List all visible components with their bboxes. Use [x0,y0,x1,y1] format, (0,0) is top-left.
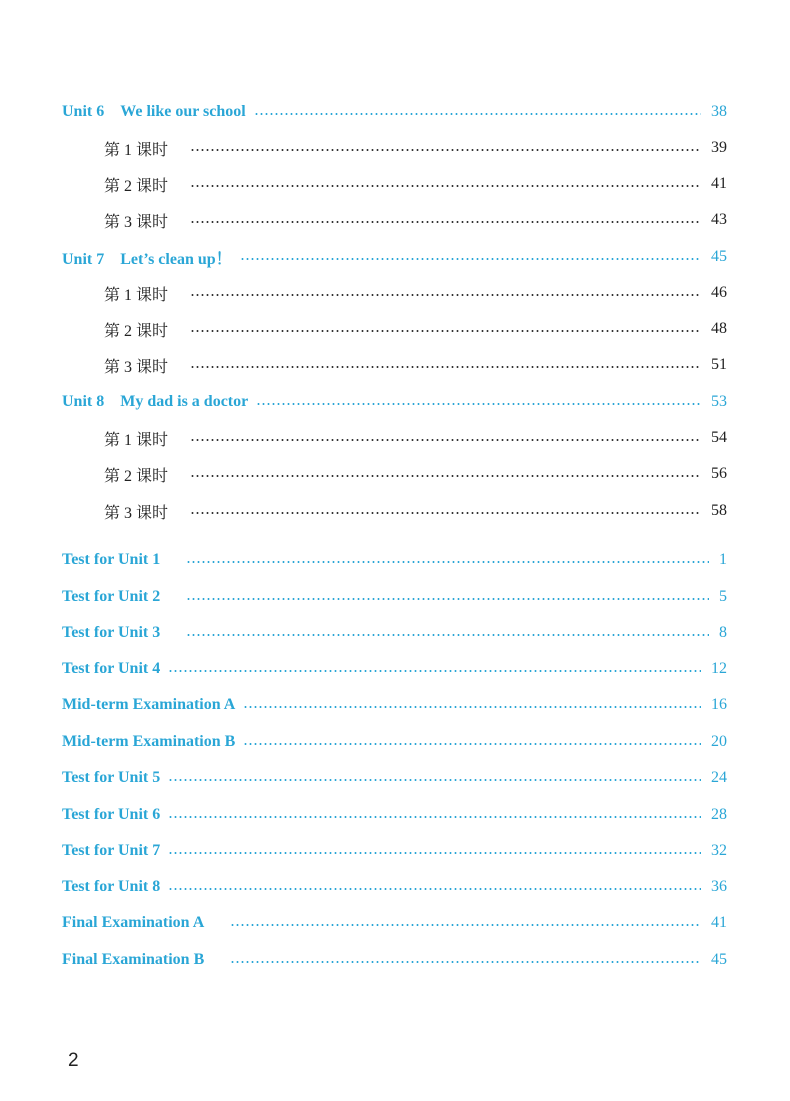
toc-lesson-8-1[interactable] [104,425,727,451]
dot-leader [230,961,701,963]
toc-lesson-6-2[interactable] [104,171,727,197]
dot-leader [168,888,701,890]
toc-final-a[interactable] [62,910,727,936]
dot-leader [190,149,701,151]
dot-leader [190,221,701,223]
toc-lesson-7-1[interactable] [104,280,727,306]
toc-page-number: 36 [711,878,727,895]
toc-page-number: 8 [719,624,727,641]
dot-leader [190,330,701,332]
toc-lesson-title: 第 3 课时 [104,358,169,376]
toc-test-unit-6[interactable] [62,802,727,828]
toc-page-number: 58 [711,502,727,519]
toc-final-b[interactable] [62,947,727,973]
toc-test-unit-4[interactable] [62,656,727,682]
toc-test-title: Mid-term Examination B [62,733,236,750]
dot-leader [168,816,701,818]
toc-lesson-8-3[interactable] [104,498,727,524]
dot-leader [243,743,701,745]
toc-page-number: 28 [711,806,727,823]
toc-page-number: 38 [711,103,727,120]
dot-leader [190,475,701,477]
toc-test-title: Mid-term Examination A [62,696,236,713]
dot-leader [243,706,701,708]
toc-test-unit-5[interactable] [62,765,727,791]
toc-lesson-title: 第 2 课时 [104,467,169,485]
toc-page-number: 12 [711,660,727,677]
toc-page-number: 1 [719,551,727,568]
toc-page-number: 56 [711,465,727,482]
footer-page-number: 2 [68,1050,79,1071]
toc-test-title: Test for Unit 7 [62,842,161,859]
toc-test-unit-8[interactable] [62,874,727,900]
toc-page-number: 16 [711,696,727,713]
dot-leader [168,852,701,854]
toc-test-title: Test for Unit 3 [62,624,161,641]
dot-leader [190,512,701,514]
dot-leader [168,779,701,781]
toc-test-unit-2[interactable] [62,584,727,610]
toc-page-number: 20 [711,733,727,750]
toc-lesson-title: 第 2 课时 [104,177,169,195]
dot-leader [190,185,701,187]
toc-lesson-6-3[interactable] [104,207,727,233]
dot-leader [230,924,701,926]
toc-page-number: 5 [719,588,727,605]
toc-lesson-title: 第 2 课时 [104,322,169,340]
dot-leader [254,113,701,115]
toc-page-number: 24 [711,769,727,786]
toc-lesson-6-1[interactable] [104,135,727,161]
toc-page-number: 48 [711,320,727,337]
toc-lesson-8-2[interactable] [104,461,727,487]
toc-lesson-title: 第 1 课时 [104,431,169,449]
toc-lesson-title: 第 3 课时 [104,504,169,522]
toc-midterm-b[interactable] [62,729,727,755]
toc-test-title: Test for Unit 6 [62,806,161,823]
toc-unit-7[interactable] [62,244,727,270]
toc-test-title: Test for Unit 1 [62,551,161,568]
dot-leader [186,561,709,563]
toc-test-title: Test for Unit 5 [62,769,161,786]
toc-test-title: Test for Unit 4 [62,660,161,677]
toc-test-unit-1[interactable] [62,547,727,573]
toc-page-number: 54 [711,429,727,446]
dot-leader [256,403,701,405]
dot-leader [190,439,701,441]
toc-page-number: 32 [711,842,727,859]
toc-test-title: Test for Unit 8 [62,878,161,895]
toc-lesson-7-2[interactable] [104,316,727,342]
toc-test-unit-7[interactable] [62,838,727,864]
toc-page-number: 46 [711,284,727,301]
toc-page-number: 41 [711,914,727,931]
toc-unit-title: Unit 7 Let’s clean up！ [62,250,232,268]
toc-lesson-title: 第 1 课时 [104,286,169,304]
toc-test-title: Test for Unit 2 [62,588,161,605]
toc-page-number: 45 [711,248,727,265]
toc-test-title: Final Examination A [62,914,205,931]
toc-page-number: 41 [711,175,727,192]
toc-lesson-title: 第 1 课时 [104,141,169,159]
toc-test-unit-3[interactable] [62,620,727,646]
dot-leader [190,366,701,368]
toc-page-number: 51 [711,356,727,373]
toc-page-number: 45 [711,951,727,968]
dot-leader [168,670,701,672]
toc-midterm-a[interactable] [62,692,727,718]
toc-lesson-7-3[interactable] [104,352,727,378]
toc-lesson-title: 第 3 课时 [104,213,169,231]
toc-unit-title: Unit 8 My dad is a doctor [62,393,249,410]
toc-unit-6[interactable] [62,99,727,125]
dot-leader [240,258,701,260]
toc-unit-title: Unit 6 We like our school [62,103,246,120]
dot-leader [186,634,709,636]
toc-page-number: 53 [711,393,727,410]
toc-test-title: Final Examination B [62,951,205,968]
dot-leader [186,598,709,600]
dot-leader [190,294,701,296]
toc-page-number: 43 [711,211,727,228]
toc-page-number: 39 [711,139,727,156]
toc-unit-8[interactable] [62,389,727,415]
